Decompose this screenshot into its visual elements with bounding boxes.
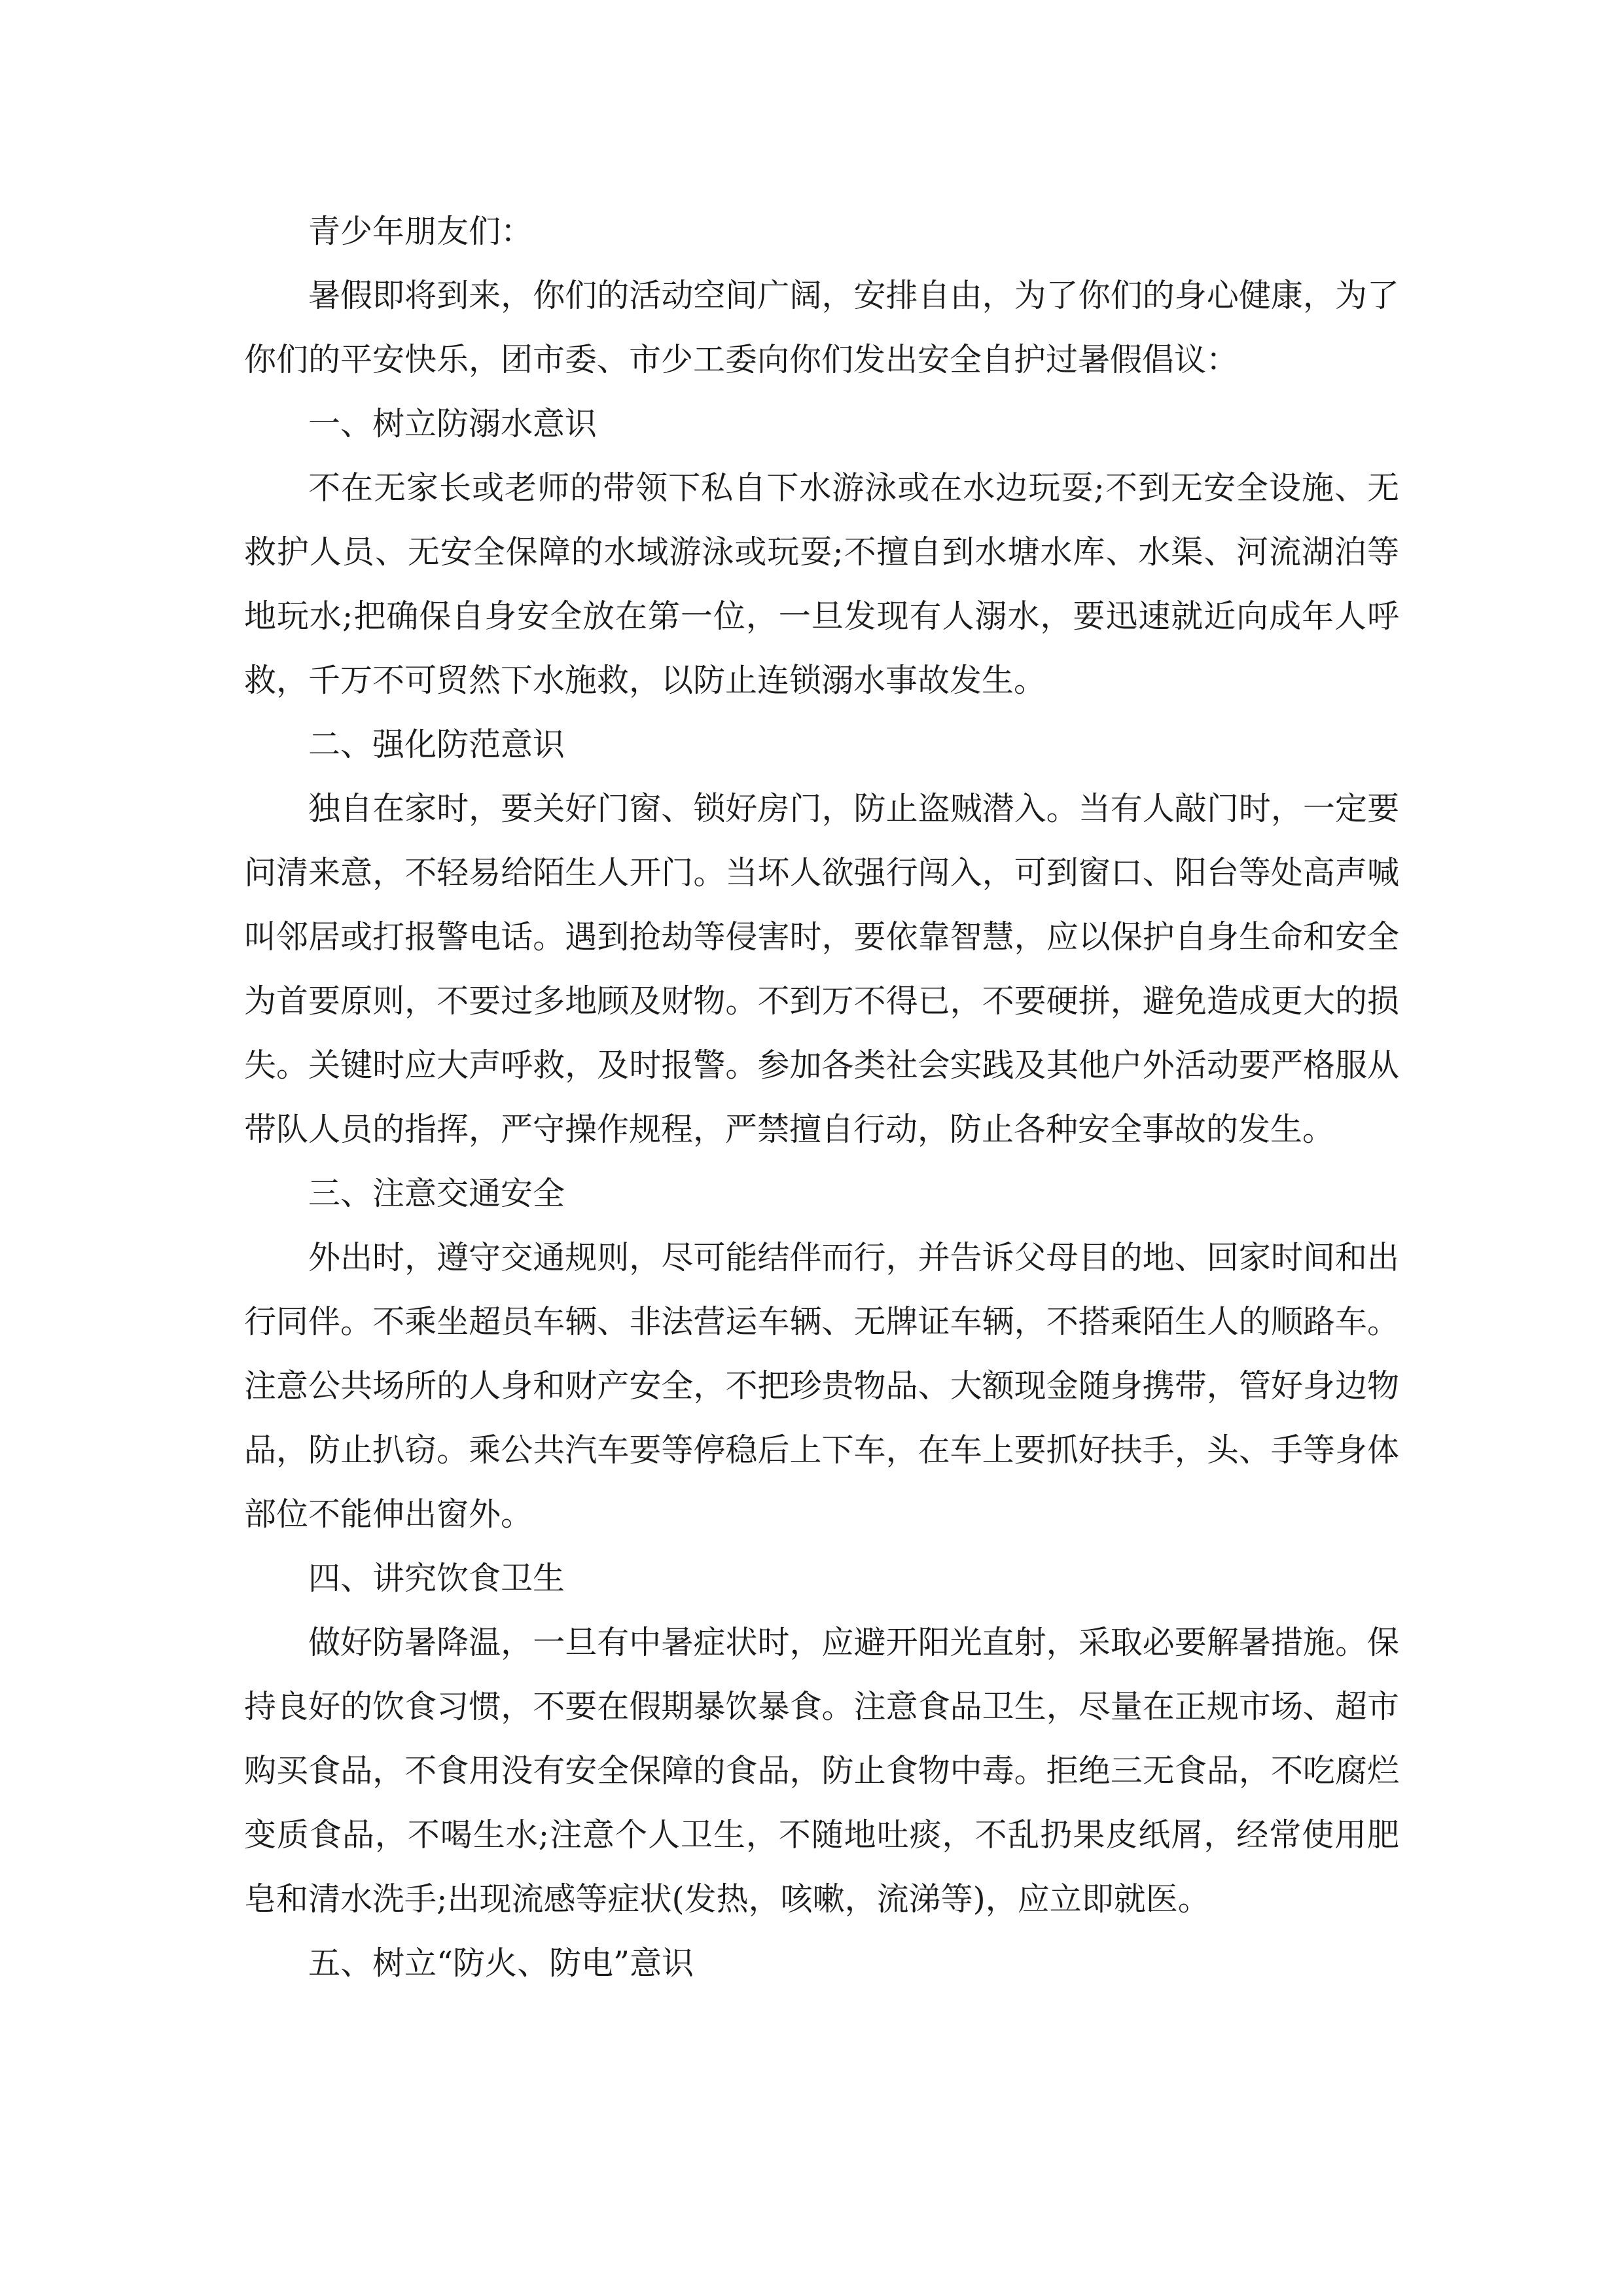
intro-paragraph: 暑假即将到来，你们的活动空间广阔，安排自由，为了你们的身心健康，为了你们的平安快乐，团市委、市少工委向你们发出安全自护过暑假倡议： — [244, 277, 1399, 378]
paragraph-security: 独自在家时，要关好门窗、锁好房门，防止盗贼潜入。当有人敲门时，一定要问清来意，不轻易给陌生人开门。当坏人欲强行闯入，可到窗口、阳台等处高声喊叫邻居或打报警电话。遇到抢劫等侵害时，要依靠智慧，应以保护自身生命和安全为首要原则，不要过多地顾及财物。不到万不得已，不要硬拼，避免造成更大的损失。关键时应大声呼救，及时报警。参加各类社会实践及其他户外活动要严格服从带队人员的指挥，严守操作规程，严禁擅自行动，防止各种安全事故的发生。 — [244, 790, 1399, 1148]
paragraph-traffic: 外出时，遵守交通规则，尽可能结伴而行，并告诉父母目的地、回家时间和出行同伴。不乘坐超员车辆、非法营运车辆、无牌证车辆，不搭乘陌生人的顺路车。注意公共场所的人身和财产安全，不把珍贵物品、大额现金随身携带，管好身边物品，防止扒窃。乘公共汽车要等停稳后上下车，在车上要抓好扶手，头、手等身体部位不能伸出窗外。 — [244, 1239, 1399, 1533]
salutation: 青少年朋友们： — [308, 213, 533, 250]
document-body — [244, 200, 1399, 1996]
section-heading-traffic: 三、注意交通安全 — [308, 1175, 565, 1212]
section-heading-food: 四、讲究饮食卫生 — [308, 1560, 565, 1597]
section-heading-drowning: 一、树立防溺水意识 — [308, 405, 597, 442]
paragraph-drowning: 不在无家长或老师的带领下私自下水游泳或在水边玩耍;不到无安全设施、无救护人员、无安全保障的水域游泳或玩耍;不擅自到水塘水库、水渠、河流湖泊等地玩水;把确保自身安全放在第一位，一旦发现有人溺水，要迅速就近向成年人呼救，千万不可贸然下水施救，以防止连锁溺水事故发生。 — [244, 469, 1399, 699]
section-heading-fire: 五、树立“防火、防电”意识 — [308, 1945, 694, 1982]
paragraph-food: 做好防暑降温，一旦有中暑症状时，应避开阳光直射，采取必要解暑措施。保持良好的饮食习惯，不要在假期暴饮暴食。注意食品卫生，尽量在正规市场、超市购买食品，不食用没有安全保障的食品，防止食物中毒。拒绝三无食品，不吃腐烂变质食品，不喝生水;注意个人卫生，不随地吐痰，不乱扔果皮纸屑，经常使用肥皂和清水洗手;出现流感等症状(发热，咳嗽，流涕等)，应立即就医。 — [244, 1624, 1399, 1918]
section-heading-security: 二、强化防范意识 — [308, 726, 565, 763]
